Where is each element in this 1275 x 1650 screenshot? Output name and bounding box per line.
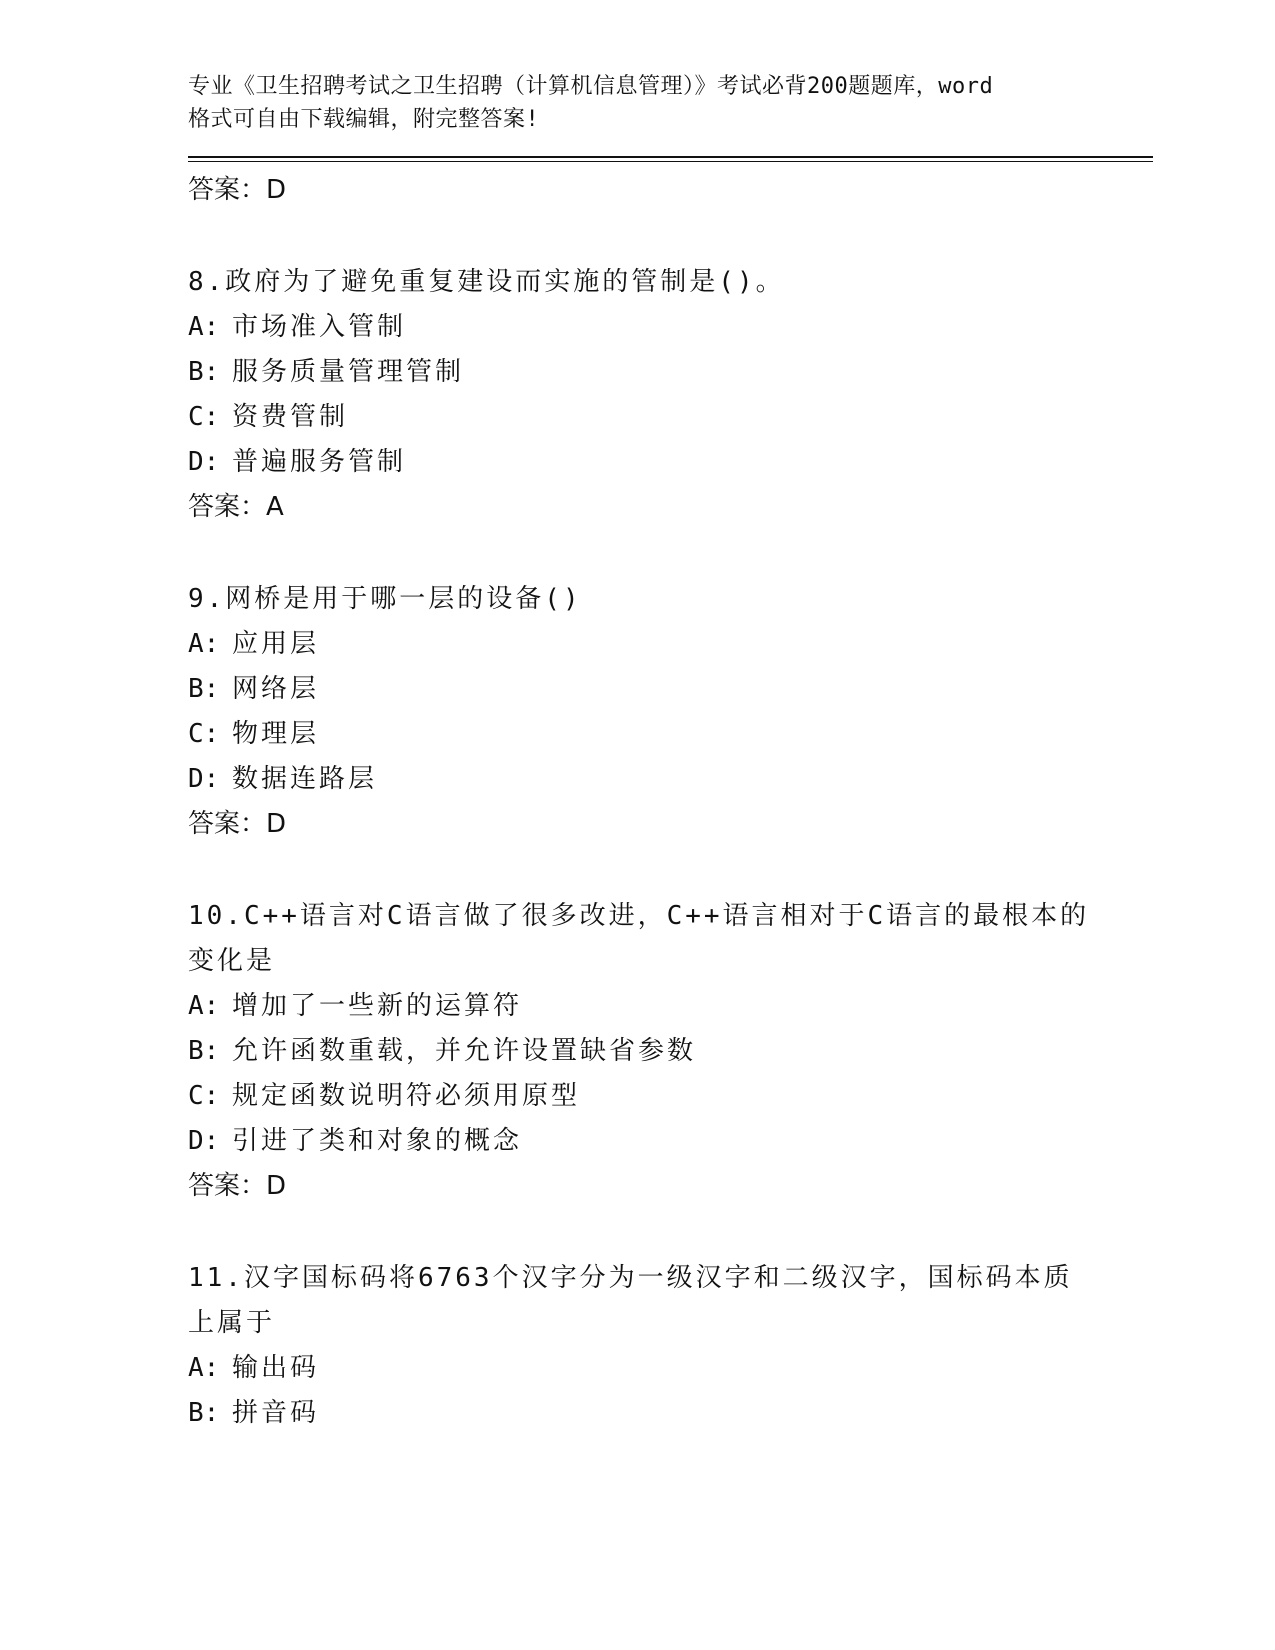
document-header-line-2: 格式可自由下载编辑，附完整答案! bbox=[188, 107, 540, 132]
option-text: 市场准入管制 bbox=[232, 312, 407, 342]
option-key: A: bbox=[188, 629, 220, 659]
option-key: B: bbox=[188, 674, 220, 704]
option-text: 普遍服务管制 bbox=[232, 447, 407, 477]
option-b bbox=[188, 1391, 1153, 1436]
option-a bbox=[188, 1346, 1153, 1391]
option-c bbox=[188, 712, 1153, 757]
question-stem-line-1: 11.汉字国标码将6763个汉字分为一级汉字和二级汉字，国标码本质 bbox=[188, 1263, 1073, 1293]
option-text: 资费管制 bbox=[232, 402, 349, 432]
document-header-line-1: 专业《卫生招聘考试之卫生招聘（计算机信息管理）》考试必背200题题库，word bbox=[188, 74, 994, 99]
option-text: 规定函数说明符必须用原型 bbox=[232, 1081, 581, 1111]
question-stem-line-2: 变化是 bbox=[188, 946, 276, 976]
option-d bbox=[188, 1119, 1153, 1164]
option-a bbox=[188, 305, 1153, 350]
option-key: A: bbox=[188, 312, 220, 342]
option-key: C: bbox=[188, 402, 220, 432]
option-text: 网络层 bbox=[232, 674, 320, 704]
option-d bbox=[188, 757, 1153, 802]
answer-line: 答案：A bbox=[188, 492, 284, 522]
option-key: B: bbox=[188, 1398, 220, 1428]
option-text: 服务质量管理管制 bbox=[232, 357, 465, 387]
question-8 bbox=[188, 260, 1153, 529]
option-d bbox=[188, 440, 1153, 485]
option-b bbox=[188, 350, 1153, 395]
option-c bbox=[188, 1074, 1153, 1119]
option-a bbox=[188, 984, 1153, 1029]
option-text: 拼音码 bbox=[232, 1398, 320, 1428]
question-10 bbox=[188, 894, 1153, 1208]
option-text: 输出码 bbox=[232, 1353, 320, 1383]
option-key: D: bbox=[188, 1126, 220, 1156]
option-key: B: bbox=[188, 1036, 220, 1066]
question-9 bbox=[188, 577, 1153, 846]
question-stem: 9.网桥是用于哪一层的设备() bbox=[188, 584, 582, 614]
header-divider bbox=[188, 156, 1153, 162]
option-text: 增加了一些新的运算符 bbox=[232, 991, 523, 1021]
option-key: D: bbox=[188, 764, 220, 794]
option-text: 数据连路层 bbox=[232, 764, 378, 794]
option-key: C: bbox=[188, 719, 220, 749]
option-text: 允许函数重载，并允许设置缺省参数 bbox=[232, 1036, 697, 1066]
option-c bbox=[188, 395, 1153, 440]
option-key: A: bbox=[188, 1353, 220, 1383]
option-a bbox=[188, 622, 1153, 667]
option-key: B: bbox=[188, 357, 220, 387]
option-text: 引进了类和对象的概念 bbox=[232, 1126, 523, 1156]
answer-line: 答案：D bbox=[188, 1171, 287, 1201]
option-text: 物理层 bbox=[232, 719, 320, 749]
answer-line: 答案：D bbox=[188, 175, 287, 205]
option-b bbox=[188, 667, 1153, 712]
option-key: D: bbox=[188, 447, 220, 477]
option-key: A: bbox=[188, 991, 220, 1021]
question-stem-line-1: 10.C++语言对C语言做了很多改进，C++语言相对于C语言的最根本的 bbox=[188, 901, 1090, 931]
option-key: C: bbox=[188, 1081, 220, 1111]
question-stem-line-2: 上属于 bbox=[188, 1308, 276, 1338]
question-list bbox=[188, 168, 1153, 1436]
option-text: 应用层 bbox=[232, 629, 320, 659]
document-page bbox=[188, 70, 1153, 1436]
answer-line: 答案：D bbox=[188, 809, 287, 839]
option-b bbox=[188, 1029, 1153, 1074]
question-stem: 8.政府为了避免重复建设而实施的管制是()。 bbox=[188, 267, 785, 297]
question-11 bbox=[188, 1256, 1153, 1436]
